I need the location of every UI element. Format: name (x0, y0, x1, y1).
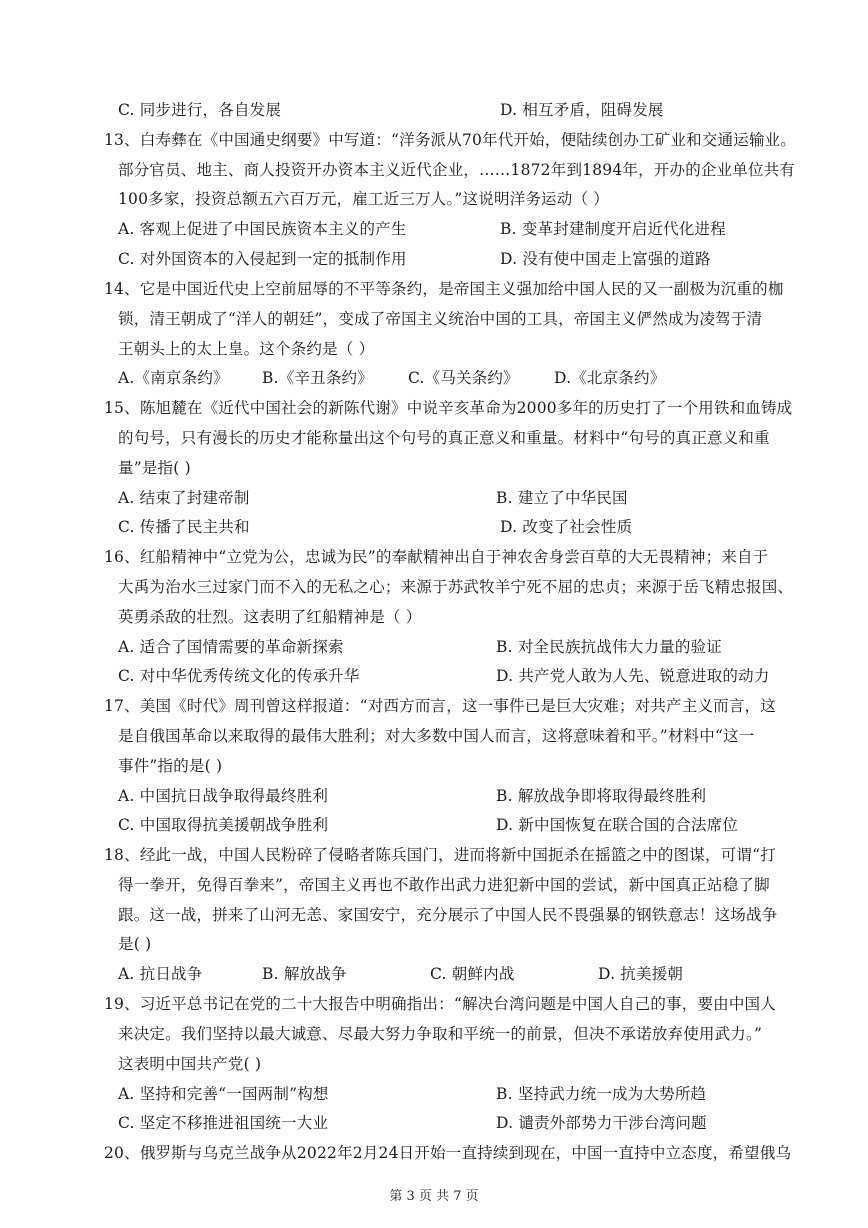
option-b: B. 对全民族抗战伟大力量的验证 (496, 638, 722, 656)
question-stem-line: 部分官员、地主、商人投资开办资本主义近代企业，……1872年到1894年，开办的企业单位共有 (118, 161, 796, 179)
option-c: C. 对外国资本的入侵起到一定的抵制作用 (118, 250, 407, 268)
question-stem-line: 来决定。我们坚持以最大诚意、尽最大努力争取和平统一的前景，但决不承诺放弃使用武力。” (118, 1025, 763, 1043)
question-stem-line: 这表明中国共产党( ) (118, 1055, 262, 1073)
option-c: C. 对中华优秀传统文化的传承升华 (118, 667, 360, 685)
question-stem-line: 英勇杀敌的壮烈。这表明了红船精神是（ ） (118, 608, 422, 626)
question-stem-line: 16、红船精神中“立党为公，忠诚为民”的奉献精神出自于神农舍身尝百草的大无畏精神；来自于 (104, 548, 769, 566)
option-c: C. 坚定不移推进祖国统一大业 (118, 1114, 329, 1132)
option-b: B. 建立了中华民国 (496, 489, 628, 507)
option-c: C.《马关条约》 (408, 369, 519, 387)
question-stem-line: 量”是指( ) (118, 459, 191, 477)
question-stem-line: 20、俄罗斯与乌克兰战争从2022年2月24日开始一直持续到现在，中国一直持中立态度，希望俄乌 (104, 1144, 792, 1162)
option-d: D. 共产党人敢为人先、锐意进取的动力 (496, 667, 770, 685)
option-a: A. 抗日战争 (118, 965, 203, 983)
question-stem-line: 事件”指的是( ) (118, 757, 223, 775)
option-d: D. 新中国恢复在联合国的合法席位 (496, 816, 739, 834)
option-d: D. 谴责外部势力干涉台湾问题 (496, 1114, 707, 1132)
option-a: A.《南京条约》 (118, 369, 229, 387)
question-stem-line: 15、陈旭麓在《近代中国社会的新陈代谢》中说辛亥革命为2000多年的历史打了一个用铁和血铸成 (104, 399, 793, 417)
question-stem-line: 跟。这一战，拼来了山河无恙、家国安宁，充分展示了中国人民不畏强暴的钢铁意志！这场战争 (118, 906, 778, 924)
question-stem-line: 17、美国《时代》周刊曾这样报道：“对西方而言，这一事件已是巨大灾难；对共产主义而言，这 (104, 697, 776, 715)
question-stem-line: 18、经此一战，中国人民粉碎了侵略者陈兵国门，进而将新中国扼杀在摇篮之中的图谋，可谓“打 (104, 846, 776, 864)
option-b: B.《辛丑条约》 (262, 369, 373, 387)
question-stem-line: 锁，清王朝成了“洋人的朝廷”，变成了帝国主义统治中国的工具，帝国主义俨然成为凌驾于清 (118, 310, 763, 328)
question-stem-line: 王朝头上的太上皇。这个条约是（ ） (118, 340, 375, 358)
question-stem-line: 100多家，投资总额五六百万元，雇工近三万人。”这说明洋务运动（ ） (118, 190, 609, 208)
option-d-prev: D. 相互矛盾，阻碍发展 (500, 101, 664, 119)
option-a: A. 结束了封建帝制 (118, 489, 250, 507)
option-a: A. 适合了国情需要的革命新探索 (118, 638, 344, 656)
option-d: D.《北京条约》 (554, 369, 666, 387)
option-d: D. 改变了社会性质 (500, 518, 633, 536)
option-c: C. 朝鲜内战 (430, 965, 515, 983)
option-b: B. 坚持武力统一成为大势所趋 (496, 1085, 707, 1103)
option-a: A. 坚持和完善“一国两制”构想 (118, 1085, 329, 1103)
question-stem-line: 19、习近平总书记在党的二十大报告中明确指出：“解决台湾问题是中国人自己的事，要由中国人 (104, 995, 776, 1013)
option-d: D. 抗美援朝 (598, 965, 684, 983)
question-stem-line: 是自俄国革命以来取得的最伟大胜利；对大多数中国人而言，这将意味着和平。”材料中“这一 (118, 727, 755, 745)
option-b: B. 解放战争即将取得最终胜利 (496, 787, 707, 805)
question-stem-line: 是( ) (118, 935, 152, 953)
option-d: D. 没有使中国走上富强的道路 (500, 250, 711, 268)
question-stem-line: 大禹为治水三过家门而不入的无私之心；来源于苏武牧羊宁死不屈的忠贞；来源于岳飞精忠报国、 (118, 578, 794, 596)
option-b: B. 变革封建制度开启近代化进程 (500, 220, 726, 238)
option-c: C. 中国取得抗美援朝战争胜利 (118, 816, 329, 834)
question-stem-line: 14、它是中国近代史上空前屈辱的不平等条约，是帝国主义强加给中国人民的又一副极为沉重的枷 (104, 280, 784, 298)
question-stem-line: 的句号，只有漫长的历史才能称量出这个句号的真正意义和重量。材料中“句号的真正意义和重 (118, 429, 770, 447)
option-b: B. 解放战争 (262, 965, 347, 983)
page-footer: 第 3 页 共 7 页 (389, 1189, 479, 1204)
question-stem-line: 得一拳开，免得百拳来”，帝国主义再也不敢作出武力进犯新中国的尝试，新中国真正站稳了脚 (118, 876, 770, 894)
option-c-prev: C. 同步进行，各自发展 (118, 101, 282, 119)
question-stem-line: 13、白寿彝在《中国通史纲要》中写道：“洋务派从70年代开始，便陆续创办工矿业和交通运输业。 (104, 131, 797, 149)
option-c: C. 传播了民主共和 (118, 518, 250, 536)
option-a: A. 中国抗日战争取得最终胜利 (118, 787, 329, 805)
option-a: A. 客观上促进了中国民族资本主义的产生 (118, 220, 407, 238)
